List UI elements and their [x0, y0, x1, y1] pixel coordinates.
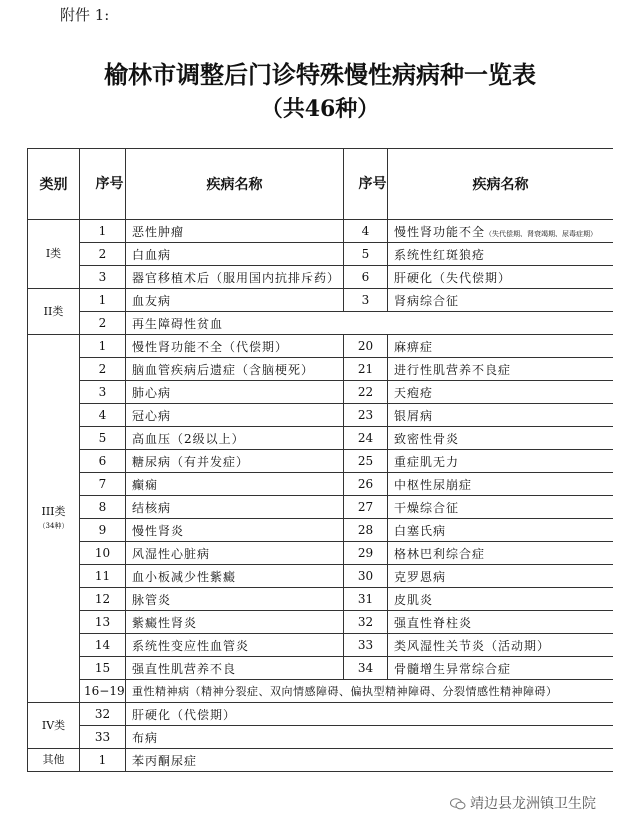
seq-cell: 27: [344, 496, 388, 519]
seq-cell: 33: [80, 726, 126, 749]
seq-cell: 32: [344, 611, 388, 634]
seq-cell: 1: [80, 335, 126, 358]
disease-cell: 肝硬化（失代偿期）: [388, 266, 614, 289]
disease-cell: 白血病: [126, 243, 344, 266]
disease-cell: 干燥综合征: [388, 496, 614, 519]
table-row: [28, 588, 614, 611]
disease-cell: 结核病: [126, 496, 344, 519]
table-row: [28, 680, 614, 703]
table-row: [28, 266, 614, 289]
seq-cell: 2: [80, 243, 126, 266]
page-title: 榆林市调整后门诊特殊慢性病病种一览表: [104, 60, 536, 89]
disease-cell: 系统性变应性血管炎: [126, 634, 344, 657]
disease-cell: 格林巴利综合症: [388, 542, 614, 565]
category-class-2: II类: [28, 289, 80, 335]
disease-cell: 进行性肌营养不良症: [388, 358, 614, 381]
seq-cell: 6: [344, 266, 388, 289]
table-row: [28, 726, 614, 749]
seq-cell: 12: [80, 588, 126, 611]
disease-cell: 银屑病: [388, 404, 614, 427]
disease-cell: 肾病综合征: [388, 289, 614, 312]
seq-cell: 25: [344, 450, 388, 473]
disease-cell: 中枢性尿崩症: [388, 473, 614, 496]
disease-cell: 致密性骨炎: [388, 427, 614, 450]
disease-cell: 器官移植术后（服用国内抗排斥药）: [126, 266, 344, 289]
table-row: [28, 220, 614, 243]
disease-cell: 癫痫: [126, 473, 344, 496]
table-row: [28, 703, 614, 726]
table-row: [28, 289, 614, 312]
disease-cell: 脉管炎: [126, 588, 344, 611]
seq-cell: 11: [80, 565, 126, 588]
seq-cell: 9: [80, 519, 126, 542]
table-row: [28, 542, 614, 565]
disease-cell: 白塞氏病: [388, 519, 614, 542]
disease-cell: 麻痹症: [388, 335, 614, 358]
seq-cell: 23: [344, 404, 388, 427]
table-header-row: [28, 149, 614, 220]
seq-cell: 8: [80, 496, 126, 519]
seq-cell: 7: [80, 473, 126, 496]
page-subtitle: （共46种）: [260, 96, 380, 122]
seq-cell: 15: [80, 657, 126, 680]
seq-cell: 31: [344, 588, 388, 611]
disease-cell: 强直性脊柱炎: [388, 611, 614, 634]
seq-cell: 16−19: [80, 680, 126, 703]
disease-cell: 皮肌炎: [388, 588, 614, 611]
header-name-2: 疾病名称: [388, 149, 614, 220]
table-row: [28, 749, 614, 772]
disease-cell: 紫癜性肾炎: [126, 611, 344, 634]
table-row: [28, 634, 614, 657]
table-row: [28, 243, 614, 266]
disease-cell: 糖尿病（有并发症）: [126, 450, 344, 473]
table-row: [28, 312, 614, 335]
disease-cell: 血友病: [126, 289, 344, 312]
disease-cell: 骨髓增生异常综合症: [388, 657, 614, 680]
wechat-icon: [450, 798, 466, 810]
seq-cell: 14: [80, 634, 126, 657]
header-name: 疾病名称: [126, 149, 344, 220]
category-class-4: IV类: [28, 703, 80, 749]
table-row: [28, 611, 614, 634]
seq-cell: 28: [344, 519, 388, 542]
seq-cell: 21: [344, 358, 388, 381]
watermark: [446, 792, 600, 814]
table-row: [28, 427, 614, 450]
disease-cell: 风湿性心脏病: [126, 542, 344, 565]
disease-cell: 肺心病: [126, 381, 344, 404]
seq-cell: 10: [80, 542, 126, 565]
seq-cell: 1: [80, 289, 126, 312]
disease-note: （失代偿期、肾衰竭期、尿毒症期）: [485, 229, 598, 238]
disease-cell: 再生障碍性贫血: [126, 312, 614, 335]
disease-cell: 冠心病: [126, 404, 344, 427]
category-class-3-count: （34种）: [38, 521, 69, 530]
disease-table-container: [27, 148, 613, 831]
table-row: [28, 657, 614, 680]
disease-cell: 类风湿性关节炎（活动期）: [388, 634, 614, 657]
seq-cell: 1: [80, 220, 126, 243]
seq-cell: 32: [80, 703, 126, 726]
disease-cell: 布病: [126, 726, 614, 749]
disease-cell: 克罗恩病: [388, 565, 614, 588]
header-category: 类别: [28, 149, 80, 220]
table-row: [28, 381, 614, 404]
attachment-label: 附件 1:: [60, 6, 110, 24]
disease-cell: 重症肌无力: [388, 450, 614, 473]
seq-cell: 2: [80, 312, 126, 335]
disease-cell: 慢性肾功能不全（失代偿期、肾衰竭期、尿毒症期）: [388, 220, 614, 243]
disease-cell: 高血压（2级以上）: [126, 427, 344, 450]
disease-table: [27, 148, 613, 772]
seq-cell: 3: [344, 289, 388, 312]
disease-cell: 脑血管疾病后遗症（含脑梗死）: [126, 358, 344, 381]
seq-cell: 6: [80, 450, 126, 473]
seq-cell: 5: [344, 243, 388, 266]
disease-cell: 慢性肾炎: [126, 519, 344, 542]
disease-cell: 重性精神病（精神分裂症、双向情感障碍、偏执型精神障碍、分裂情感性精神障碍）: [126, 680, 614, 703]
table-row: [28, 358, 614, 381]
seq-cell: 20: [344, 335, 388, 358]
category-class-1: I类: [28, 220, 80, 289]
table-row: [28, 496, 614, 519]
seq-cell: 26: [344, 473, 388, 496]
seq-cell: 29: [344, 542, 388, 565]
seq-cell: 13: [80, 611, 126, 634]
table-row: [28, 450, 614, 473]
seq-cell: 3: [80, 266, 126, 289]
seq-cell: 33: [344, 634, 388, 657]
seq-cell: 22: [344, 381, 388, 404]
header-seq-2: 序号: [344, 149, 388, 220]
watermark-text: 靖边县龙洲镇卫生院: [470, 796, 596, 812]
disease-cell: 苯丙酮尿症: [126, 749, 614, 772]
header-seq: 序号: [80, 149, 126, 220]
seq-cell: 2: [80, 358, 126, 381]
disease-cell: 肝硬化（代偿期）: [126, 703, 614, 726]
table-row: [28, 519, 614, 542]
disease-cell: 系统性红斑狼疮: [388, 243, 614, 266]
table-row: [28, 335, 614, 358]
seq-cell: 3: [80, 381, 126, 404]
disease-cell: 恶性肿瘤: [126, 220, 344, 243]
seq-cell: 5: [80, 427, 126, 450]
table-row: [28, 565, 614, 588]
disease-cell: 血小板减少性紫癜: [126, 565, 344, 588]
seq-cell: 1: [80, 749, 126, 772]
table-row: [28, 473, 614, 496]
category-other: 其他: [28, 749, 80, 772]
disease-cell: 天疱疮: [388, 381, 614, 404]
seq-cell: 30: [344, 565, 388, 588]
disease-cell: 慢性肾功能不全（代偿期）: [126, 335, 344, 358]
table-row: [28, 404, 614, 427]
seq-cell: 4: [344, 220, 388, 243]
seq-cell: 24: [344, 427, 388, 450]
seq-cell: 34: [344, 657, 388, 680]
seq-cell: 4: [80, 404, 126, 427]
category-class-3: III类 （34种）: [28, 335, 80, 703]
disease-cell: 强直性肌营养不良: [126, 657, 344, 680]
